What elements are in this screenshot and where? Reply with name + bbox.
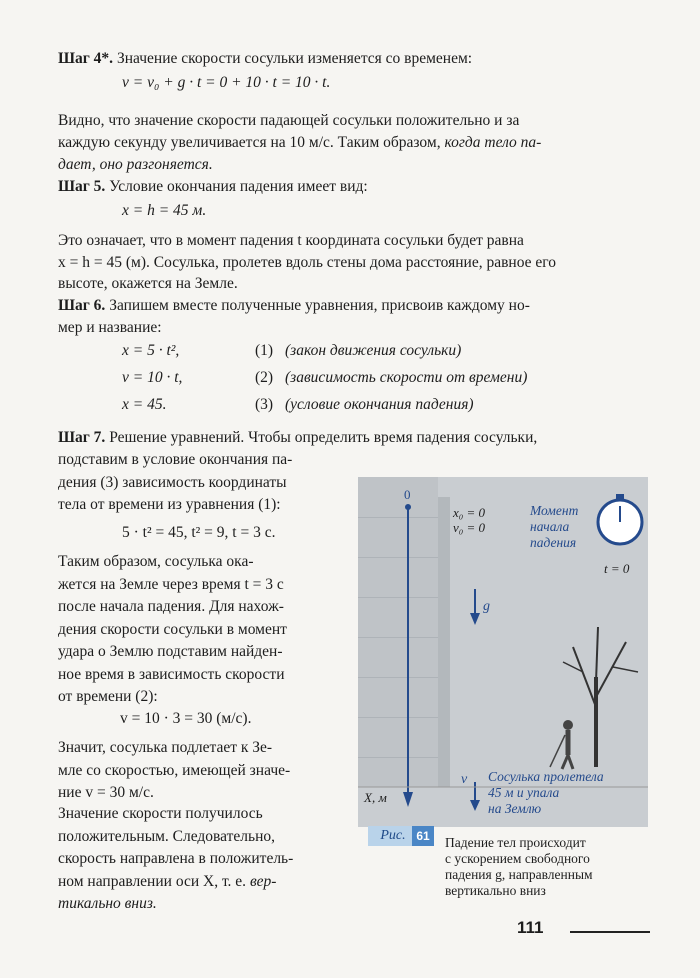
person-icon — [563, 720, 573, 730]
time-zero-label: t = 0 — [604, 561, 630, 576]
step6-heading: Шаг 6. Запишем вместе полученные уравнения, присвоив каждому но- — [58, 297, 530, 314]
step4-formula: v = v₀ + g · t = 0 + 10 · t = 10 · t. — [122, 74, 331, 91]
step7-column-paragraph2: Таким образом, сосулька ока- жется на Земле через время t = 3 с после начала падения. Для нахож- дения скорости сосульки в момент удара о Землю подставим найден- ное время в зависимость скорости от времени (2): — [58, 553, 287, 705]
v-label: v — [461, 772, 468, 787]
start-moment-label: Момент начала падения — [530, 503, 579, 550]
step6-heading-line2: мер и название: — [58, 319, 162, 336]
equation-2-name: (зависимость скорости от времени) — [285, 369, 528, 386]
equation-1-formula: x = 5 · t², — [122, 342, 180, 359]
step5-paragraph-line1: Это означает, что в момент падения t координата сосульки будет равна — [58, 232, 524, 249]
axis-origin-dot — [405, 504, 411, 510]
x-axis-arrow — [403, 792, 413, 807]
initial-velocity: v₀ = 0 — [453, 520, 486, 535]
figure-falling-icicle — [358, 477, 648, 827]
fall-result-label: Сосулька пролетела 45 м и упала на Землю — [488, 769, 604, 816]
step5-paragraph-line2: x = h = 45 (м). Сосулька, пролетев вдоль стены дома расстояние, равное его — [58, 254, 556, 271]
figure-label: Рис. — [368, 826, 418, 846]
page-number-rule — [570, 931, 650, 933]
equation-1-number: (1) — [255, 342, 274, 359]
equation-2-number: (2) — [255, 369, 274, 386]
step7-column-paragraph1: подставим в условие окончания па- дения (3) зависимость координаты тела от времени из уравнения (1): — [58, 451, 293, 513]
initial-coordinate: x₀ = 0 — [453, 505, 486, 520]
step5-paragraph-line3: высоте, окажется на Земле. — [58, 275, 238, 292]
equation-3-name: (условие окончания падения) — [285, 396, 474, 413]
axis-label: X, м — [364, 790, 387, 805]
step4-paragraph-line3: дает, оно разгоняется. — [58, 156, 213, 173]
step4-heading: Шаг 4*. Значение скорости сосульки изменяется со временем: — [58, 50, 473, 67]
equation-2-formula: v = 10 · t, — [122, 369, 183, 386]
equation-1-name: (закон движения сосульки) — [285, 342, 462, 359]
figure-caption: Падение тел происходит с ускорением свободного падения g, направленным вертикально вниз — [445, 835, 593, 898]
equation-3-formula: x = 45. — [122, 396, 167, 413]
step7-heading: Шаг 7. Решение уравнений. Чтобы определить время падения сосульки, — [58, 429, 538, 446]
step5-formula: x = h = 45 м. — [122, 202, 207, 219]
figure-number: 61 — [412, 826, 434, 846]
step7-formula1: 5 · t² = 45, t² = 9, t = 3 c. — [122, 524, 276, 541]
g-vector-head — [470, 613, 480, 625]
axis-zero-label: 0 — [404, 487, 411, 502]
page-number: 111 — [517, 918, 544, 937]
step4-paragraph-line2: каждую секунду увеличивается на 10 м/с. Таким образом, когда тело па- — [58, 134, 542, 151]
v-vector-head — [470, 800, 480, 811]
equation-3-number: (3) — [255, 396, 274, 413]
g-label: g — [483, 599, 490, 614]
step4-paragraph-line1: Видно, что значение скорости падающей сосульки положительно и за — [58, 112, 520, 129]
step5-heading: Шаг 5. Условие окончания падения имеет вид: — [58, 178, 368, 195]
step7-formula2: v = 10 · 3 = 30 (м/с). — [120, 710, 252, 727]
step7-column-paragraph3: Значит, сосулька подлетает к Зе- мле со скоростью, имеющей значе- ние v = 30 м/с. — [58, 739, 291, 801]
step7-column-paragraph4: Значение скорости получилось положительным. Следовательно, скорость направлена в положитель- ном направлении оси X, т. е. вер- тикально вниз. — [58, 805, 294, 912]
